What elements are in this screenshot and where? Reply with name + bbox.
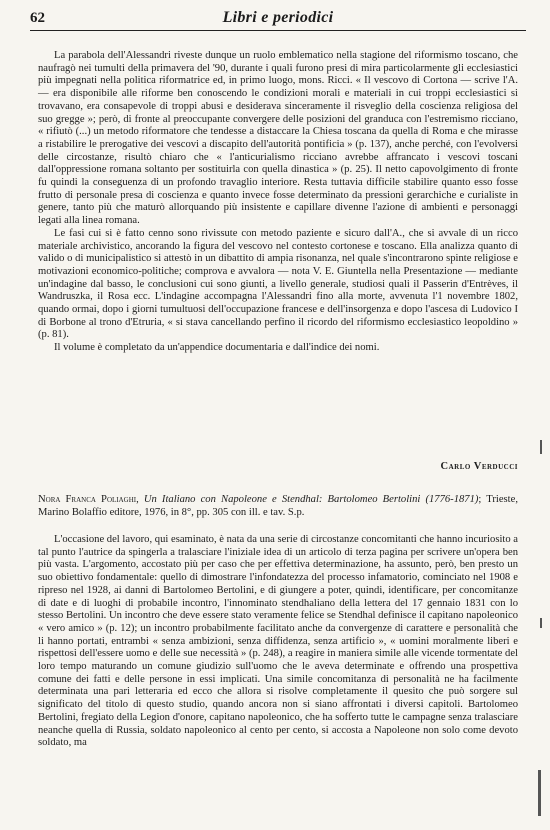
paragraph: L'occasione del lavoro, qui esaminato, è nata da una serie di circostanze concomitanti che hanno incuriosito a tal punto l'autrice da spingerla a tralasciare l'iniziale idea di un articolo di terza pagina per scrivere un'opera ben più vasta. L'argomento, accostato più per caso che per effettiva determinazione, ha assunto, però, ben presto un suo obiettivo fondamentale: quello di dimostrare l'infondatezza del processo infamatorio, cominciato nel 1908 e ripreso nel 1928, ai danni di Bartolomeo Bertolini, e di giungere a poter, quindi, identificare, per concomitanze di date e di luoghi di probabile incontro, l'innominato stendhaliano della lettera del 17 gennaio 1831 con lo stesso Bertolini. Un incontro che deve essere stato veramente felice se Stendhal definisce il capitano napoleonico « vero amico » (p. 12); un incontro probabilmente facilitato anche da convergenze di carattere e personalità che li hanno portati, entrambi « senza ambizioni, senza diffidenza, senza artificio », « uomini moralmente liberi e rispettosi dell'essere uomo e delle sue necessità » (p. 248), a reagire in maniera simile alle vicende tormentate del loro tempo maturando un comune giudizio sull'uomo che le aveva determinate e offrendo una prospettiva comune dei fatti e delle persone in essi implicati. Una simile concomitanza di personalità ne ha facilmente determinata una pari letteraria ed ecco che allora si risolve completamente il quesito che può sorgere sul significato del titolo di questo studio, quando ancora non si siano affrontati i diversi capitoli. Bartolomeo Bertolini, fregiato della Legion d'onore, capitano napoleonico, che ha sofferto tutte le campagne senza tralasciare neanche quella di Russia, soldato napoleonico al cento per cento, si accosta a Napoleone non solo come devoto soldato, ma [38,534,518,749]
book-author: Nora Franca Poliaghi [38,494,137,505]
page-header [30,8,526,31]
margin-mark [540,618,542,628]
bibliographic-entry: Nora Franca Poliaghi, Un Italiano con Napoleone e Stendhal: Bartolomeo Bertolini (1776-1871); Trieste, Marino Bolaffio editore, 1976, in 8°, pp. 305 con ill. e tav. S.p. [38,494,518,518]
review-body-2 [38,534,518,750]
paragraph: La parabola dell'Alessandri riveste dunque un ruolo emblematico nella stagione del riformismo toscano, che naufragò nei tumulti della primavera del '90, durante i quali furono presi di mira particolarmente gli ecclesiastici più impegnati nella politica riformatrice ed, in primo luogo, mons. Ricci. « Il vescovo di Cortona — scrive l'A. — era disponibile alle riforme ben conoscendo le condizioni morali e materiali in cui troppi ecclesiastici si trovavano, era consapevole di troppi abusi e desiderava sinceramente il risveglio della coscienza religiosa del suo gregge »; però, di fronte al preoccupante convergere delle posizioni del granduca con l'estremismo ricciano, « rifiutò (...) un metodo riformatore che tendesse a distaccare la Chiesa toscana da quella di Roma e che mirasse a ristabilire le prerogative dei vescovi a discapito dell'autorità pontificia » (p. 137), anche perché, con l'evolversi delle circostanze, risultò chiaro che « l'anticurialismo ricciano avrebbe affrancato i vescovi toscani dall'oppressione romana soltanto per sostituirla con quella dinastica » (p. 25). Il netto capovolgimento di fronte fu quindi la conseguenza di un profondo travaglio interiore. Resta tuttavia difficile stabilire quanto esso fosse frutto di personale presa di coscienza e quanto invece fosse determinato da pressioni gerarchiche e curialiste in genere, tanto più che maturò allorquando più insistente e capillare divenne l'azione di ambienti e personaggi legati alla linea romana. [38,50,518,227]
page-number: 62 [30,10,45,26]
reviewer-signature: Carlo Verducci [440,461,518,472]
book-publication: ; Trieste, Marino Bolaffio editore, 1976, in 8°, pp. 305 con ill. e tav. S.p. [38,494,518,518]
review-body-1 [38,50,518,355]
margin-mark [540,440,542,454]
margin-mark [538,770,541,816]
running-title: Libri e periodici [222,9,334,26]
book-title: Un Italiano con Napoleone e Stendhal: Bartolomeo Bertolini (1776-1871) [143,494,479,505]
paragraph: Il volume è completato da un'appendice documentaria e dall'indice dei nomi. [54,342,380,354]
paragraph: Le fasi cui si è fatto cenno sono rivissute con metodo paziente e sicuro dall'A., che si avvale di un ricco materiale archivistico, ancorando la figura del vescovo nel contesto cortonese e toscano. Ella analizza quanto di valido o di municipalistico si attestò in un dibattito di ampia risonanza, nel quale s'incontrarono spinte religiose e motivazioni economico-politiche; comprova e avvalora — nota V. E. Giuntella nella Presentazione — mediante un'indagine dal basso, le conclusioni cui sono giunti, a livello generale, studiosi quali il Passerin d'Entrèves, il Wandruszka, il Rosa ecc. L'indagine accompagna l'Alessandri fino alla morte, avvenuta l'1 novembre 1802, quando ormai, dopo i giorni tumultuosi dell'occupazione francese e dell'insorgenza e dopo l'ascesa di Ludovico I di Borbone al trono d'Etruria, « si stava cancellando perfino il ricordo del riformismo ecclesiastico leopoldino » (p. 81). [38,227,518,341]
